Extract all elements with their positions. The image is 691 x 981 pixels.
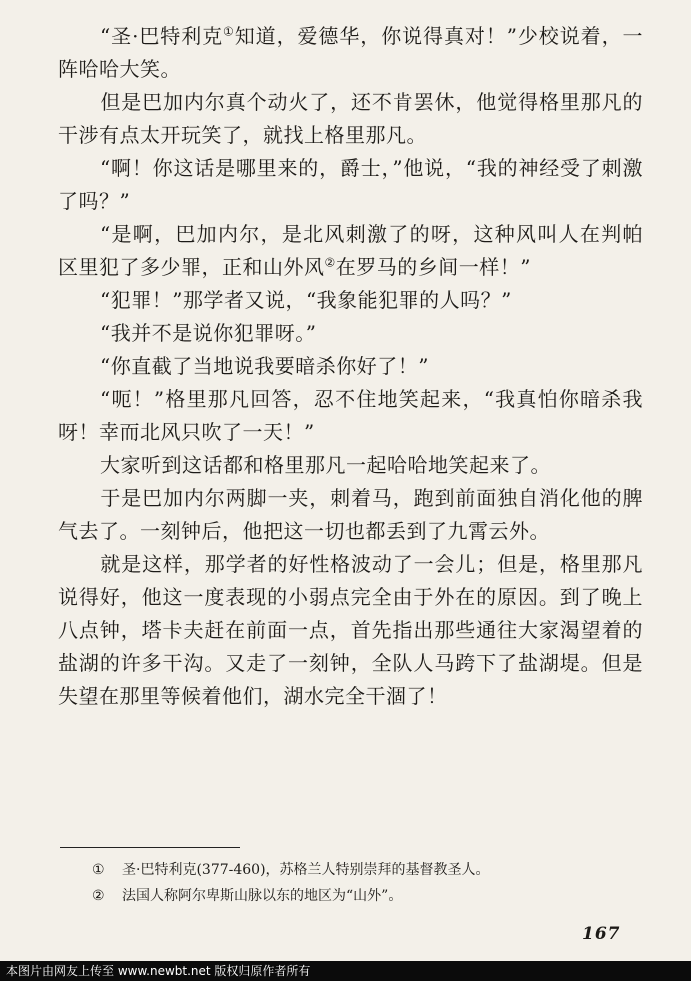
paragraph: 于是巴加内尔两脚一夹，刺着马，跑到前面独自消化他的脾气去了。一刻钟后，他把这一切也都丢到了九霄云外。 (58, 486, 643, 543)
page-number: 167 (582, 924, 621, 944)
paragraph: “犯罪！”那学者又说，“我象能犯罪的人吗？” (100, 288, 512, 312)
footnote-marker: ② (92, 888, 105, 904)
paragraph: “呃！”格里那凡回答，忍不住地笑起来，“我真怕你暗杀我呀！幸而北风只吹了一天！” (58, 387, 643, 444)
paragraph: “圣·巴特利克①知道，爱德华，你说得真对！”少校说着，一阵哈哈大笑。 (58, 24, 643, 81)
footnote-text: 圣·巴特利克(377-460)，苏格兰人特别崇拜的基督教圣人。 (122, 862, 490, 878)
paragraph: “你直截了当地说我要暗杀你好了！” (100, 354, 429, 378)
paragraph: 就是这样，那学者的好性格波动了一会儿；但是，格里那凡说得好，他这一度表现的小弱点完全由于外在的原因。到了晚上八点钟，塔卡夫赶在前面一点，首先指出那些通往大家渴望着的盐湖的许多干沟。又走了一刻钟，全队人马跨下了盐湖堤。但是失望在那里等候着他们，湖水完全干涸了！ (58, 552, 643, 708)
paragraph: “我并不是说你犯罪呀。” (100, 321, 317, 345)
footnote-divider (60, 847, 240, 848)
footnote (92, 857, 632, 883)
footnote-ref: ① (223, 24, 235, 39)
footnote-marker: ① (92, 862, 105, 878)
footnote-text: 法国人称阿尔卑斯山脉以东的地区为“山外”。 (122, 888, 403, 904)
paragraph: “是啊，巴加内尔，是北风刺激了的呀，这种风叫人在判帕区里犯了多少罪，正和山外风②在罗马的乡间一样！” (58, 222, 643, 279)
paragraph: 但是巴加内尔真个动火了，还不肯罢休，他觉得格里那凡的干涉有点太开玩笑了，就找上格里那凡。 (58, 90, 643, 147)
paragraph: 大家听到这话都和格里那凡一起哈哈地笑起来了。 (100, 453, 551, 477)
footnotes (92, 857, 632, 909)
footnote (92, 883, 632, 909)
footnote-ref: ② (324, 255, 336, 270)
body-text (58, 20, 643, 713)
watermark-bar: 本图片由网友上传至 www.newbt.net 版权归原作者所有 (0, 961, 691, 981)
paragraph: “啊！你这话是哪里来的，爵士，”他说，“我的神经受了刺激了吗？” (58, 156, 643, 213)
